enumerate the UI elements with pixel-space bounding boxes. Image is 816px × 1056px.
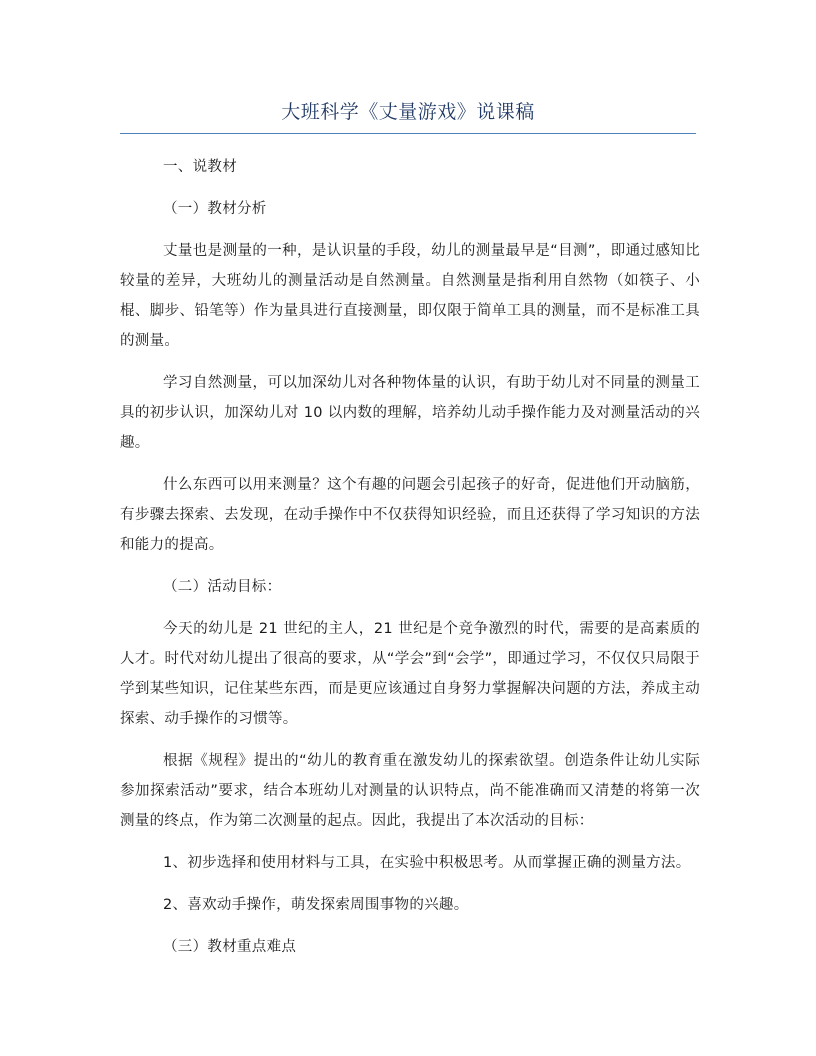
paragraph-3: 什么东西可以用来测量？这个有趣的问题会引起孩子的好奇，促进他们开动脑筋，有步骤去探索、去发现，在动手操作中不仅获得知识经验，而且还获得了学习知识的方法和能力的提高。 [120,477,700,553]
subsection-heading-3: （三）教材重点难点 [163,939,297,955]
subsection-heading-1: （一）教材分析 [163,201,267,217]
paragraph-5: 根据《规程》提出的“幼儿的教育重在激发幼儿的探索欲望。创造条件让幼儿实际参加探索活动”要求，结合本班幼儿对测量的认识特点，尚不能准确而又清楚的将第一次测量的终点，作为第二次测量的起点。因此，我提出了本次活动的目标： [120,753,700,829]
goal-item-1: 1、初步选择和使用材料与工具，在实验中积极思考。从而掌握正确的测量方法。 [163,855,691,871]
paragraph-4: 今天的幼儿是 21 世纪的主人，21 世纪是个竞争激烈的时代，需要的是高素质的人才。时代对幼儿提出了很高的要求，从“学会”到“会学”，即通过学习，不仅仅只局限于学到某些知识，记住某些东西，而是更应该通过自身努力掌握解决问题的方法，养成主动探索、动手操作的习惯等。 [120,621,700,727]
section-heading-1: 一、说教材 [163,159,237,175]
goal-item-2: 2、喜欢动手操作，萌发探索周围事物的兴趣。 [163,897,469,913]
subsection-heading-2: （二）活动目标： [163,579,282,595]
document-body [120,152,700,974]
paragraph-2: 学习自然测量，可以加深幼儿对各种物体量的认识，有助于幼儿对不同量的测量工具的初步认识，加深幼儿对 10 以内数的理解，培养幼儿动手操作能力及对测量活动的兴趣。 [120,375,700,451]
paragraph-1: 丈量也是测量的一种，是认识量的手段，幼儿的测量最早是“目测”，即通过感知比较量的差异，大班幼儿的测量活动是自然测量。自然测量是指利用自然物（如筷子、小棍、脚步、铅笔等）作为量具进行直接测量，即仅限于简单工具的测量，而不是标准工具的测量。 [120,243,700,349]
document-title: 大班科学《丈量游戏》说课稿 [281,101,535,123]
title-underline [120,133,696,134]
